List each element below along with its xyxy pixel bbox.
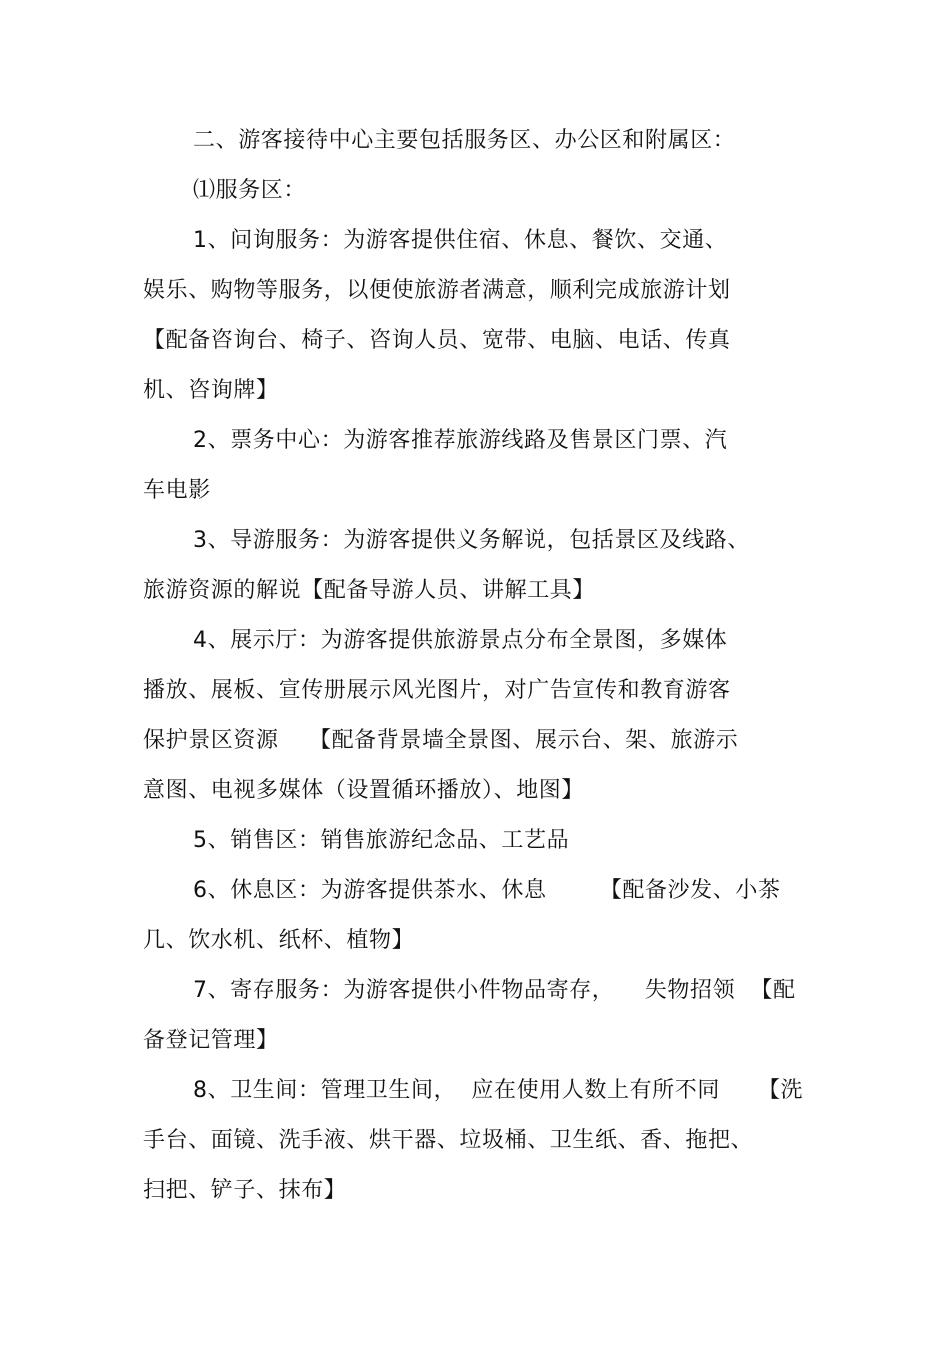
paragraph-line: 【配备咨询台、椅子、咨询人员、宽带、电脑、电话、传真 [143,328,731,353]
paragraph-line: 4、展示厅：为游客提供旅游景点分布全景图，多媒体 [193,628,728,653]
paragraph-line: 旅游资源的解说【配备导游人员、讲解工具】 [143,578,596,603]
paragraph-line: 几、饮水机、纸杯、植物】 [143,928,415,953]
paragraph-line: 6、休息区：为游客提供茶水、休息 【配备沙发、小茶 [193,878,781,903]
paragraph-line: 保护景区资源 【配备背景墙全景图、展示台、架、旅游示 [143,728,739,753]
paragraph-line: 意图、电视多媒体（设置循环播放）、地图】 [143,778,585,803]
paragraph-line: 7、寄存服务：为游客提供小件物品寄存， 失物招领 【配 [193,978,796,1003]
paragraph-line: 娱乐、购物等服务，以便使旅游者满意，顺利完成旅游计划 [143,278,731,303]
paragraph-line: 3、导游服务：为游客提供义务解说，包括景区及线路、 [193,528,750,553]
paragraph-line: 5、销售区：销售旅游纪念品、工艺品 [193,828,570,853]
subsection-heading: ⑴服务区： [193,178,307,203]
paragraph-line: 车电影 [143,478,211,503]
paragraph-line: 手台、面镜、洗手液、烘干器、垃圾桶、卫生纸、香、拖把、 [143,1128,754,1153]
paragraph-line: 扫把、铲子、抹布】 [143,1178,347,1203]
section-heading: 二、游客接待中心主要包括服务区、办公区和附属区： [193,128,736,153]
paragraph-line: 2、票务中心：为游客推荐旅游线路及售景区门票、汽 [193,428,728,453]
paragraph-line: 机、咨询牌】 [143,378,279,403]
paragraph-line: 1、问询服务：为游客提供住宿、休息、餐饮、交通、 [193,228,728,253]
paragraph-line: 8、卫生间：管理卫生间， 应在使用人数上有所不同 【洗 [193,1078,804,1103]
paragraph-line: 备登记管理】 [143,1028,279,1053]
paragraph-line: 播放、展板、宣传册展示风光图片，对广告宣传和教育游客 [143,678,731,703]
